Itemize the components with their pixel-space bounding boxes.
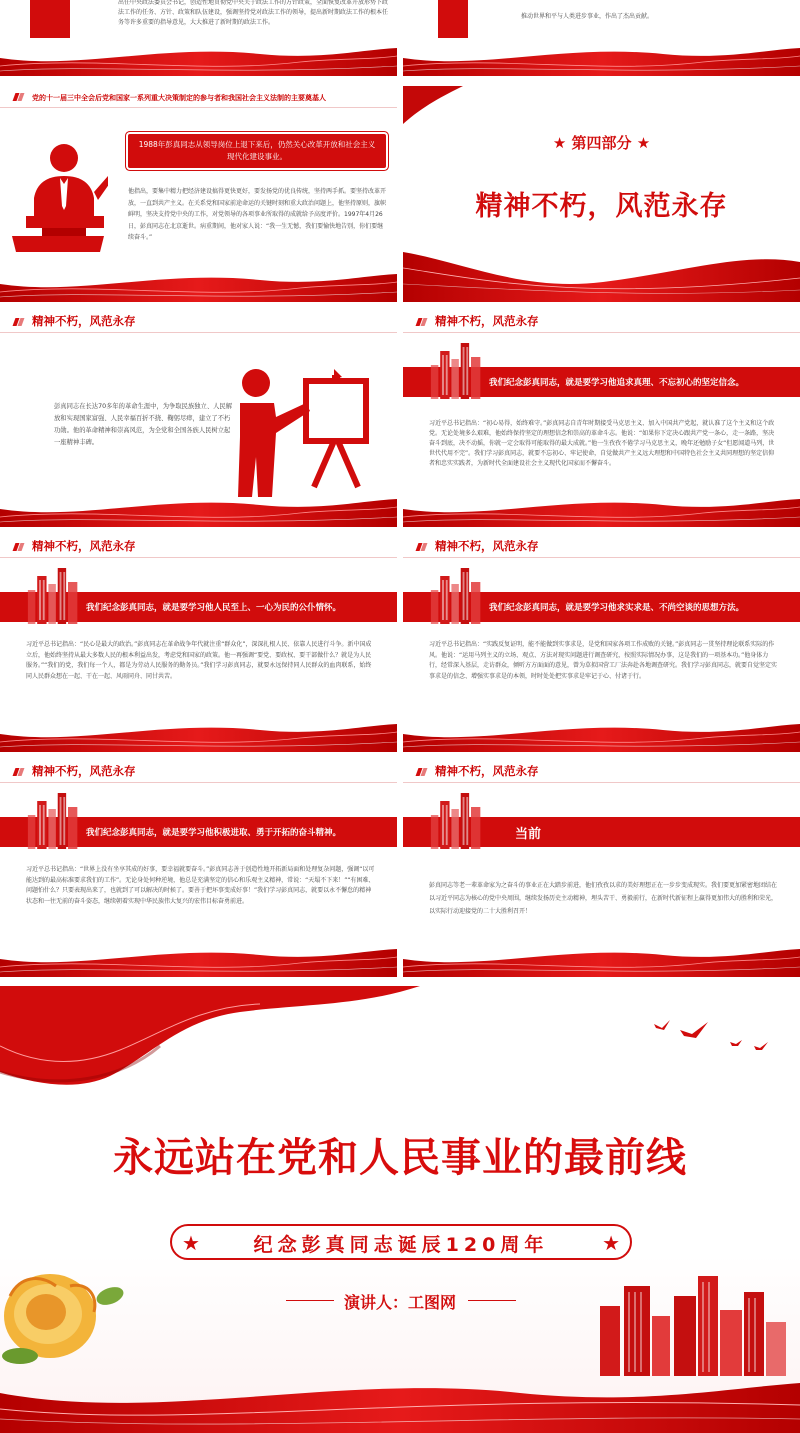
- header-mark-icon: [14, 318, 24, 326]
- red-ribbon: [0, 712, 397, 752]
- header-mark-icon: [417, 318, 427, 326]
- red-ribbon: [0, 36, 397, 76]
- slide-3: [0, 86, 397, 302]
- section-title: 精神不朽，风范永存: [475, 191, 728, 222]
- red-ribbon: [403, 487, 800, 527]
- teacher-board-icon: [236, 367, 376, 497]
- slide-header-title: 精神不朽，风范永存: [435, 539, 539, 553]
- slide-header: [403, 761, 800, 783]
- header-mark-icon: [14, 93, 24, 101]
- slide-header-title: 精神不朽，风范永存: [435, 764, 539, 778]
- slide-header: [0, 761, 397, 783]
- slide-header-title: 精神不朽，风范永存: [32, 764, 136, 778]
- slide-6: [403, 311, 800, 527]
- slide-header-title: 精神不朽，风范永存: [32, 539, 136, 553]
- speaker-podium-icon: [8, 136, 108, 286]
- header-mark-icon: [417, 543, 427, 551]
- slide-5-text: 彭真同志在长达70多年的革命生涯中，为争取民族独立、人民解放和实现国家富强、人民幸福百折不挠、鞠躬尽瘁，建立了不朽功勋。他的革命精神和崇高风范，为全党和全国各族人民树立起一座精神丰碑。: [54, 403, 233, 446]
- slide-8-text: 习近平总书记指出：“实践反复证明，能不能做到实事求是，是党和国家各项工作成败的关键。”彭真同志一贯坚持理论联系实际的作风。他说：“运用马列主义的立场、观点、方法对现实问题进行调查研究，按照实际情况办事，这是我们的一项基本功。”他身体力行，经常深入基层，走访群众，倾听方方面面的意见，曾为草拟国营工厂法奔赴各地调查研究。我们学习彭真同志，就要自觉坚定实事求是的信念、增强实事求是的本领，时时处处把实事求是牢记于心、付诸于行。: [429, 641, 778, 680]
- slide-3-text: 他指出，要集中精力把经济建设搞得更快更好，要发扬党的优良传统，坚持两手抓。要坚持改革开放，一直到共产主义。在关系党和国家前途命运的关键时刻和重大政治问题上，他坚持原则，旗帜鲜明，坚决支持党中央的工作，对党领导的各项事业所取得的成就给予高度评价。1997年4月26日，彭真同志在北京逝世。病重期间，他对家人说：“我一生无憾，我们要愉快地告别，你们要继续奋斗。”: [128, 188, 387, 241]
- slide-9-text: 习近平总书记指出：“世界上没有坐享其成的好事，要幸福就要奋斗。”彭真同志善于创造性地开拓新局面和处理复杂问题，强调“以可能达到的最高标准要求我们的工作”。无论身处何种逆境，他总是充满坚定的信心和乐观主义精神，常说：“天塌不下来！”“有困难、问题怕什么？只要表现出来了，也就到了可以解决的时候了。要善于把坏事变成好事！”我们学习彭真同志，就要以永不懈怠的精神状态和一往无前的奋斗姿态，继续朝着实现中华民族伟大复兴的宏伟目标奋勇前进。: [26, 866, 375, 905]
- slide-7-text: 习近平总书记指出：“民心是最大的政治。”彭真同志在革命战争年代就注重“群众化”，深深扎根人民、依靠人民进行斗争。新中国成立后，他始终坚持从最大多数人民的根本利益出发，考虑党和国家的政策。他一再强调“要党、要政权、要干部做什么？就是为人民服务。”“我们的党，我们每一个人，都是为劳动人民服务的勤务员。”我们学习彭真同志，就要永远保持同人民群众的血肉联系，始终同人民群众想在一起、干在一起、风雨同舟、同甘共苦。: [26, 641, 372, 680]
- slide-header: [403, 311, 800, 333]
- slide-header: [0, 536, 397, 558]
- subtitle-capsule: [170, 1224, 632, 1260]
- slide-4: [403, 86, 800, 302]
- banner-text: 我们纪念彭真同志，就是要学习他积极进取、勇于开拓的奋斗精神。: [86, 828, 342, 838]
- speaker-label: 演讲人：工图网: [343, 1293, 456, 1312]
- city-skyline-icon: [429, 564, 485, 624]
- red-wave-ribbon: [403, 232, 800, 302]
- slide-7: [0, 536, 397, 752]
- ending-subtitle: 纪念彭真同志诞辰120周年: [253, 1234, 549, 1256]
- slide-header-title: 精神不朽，风范永存: [435, 314, 539, 328]
- slide-2-text: 推动世界和平与人类进步事业，作出了杰出贡献。: [521, 13, 654, 20]
- banner-text: 当前: [515, 827, 542, 842]
- part-label: ★ 第四部分 ★: [552, 134, 651, 152]
- slide-header: [0, 86, 397, 108]
- header-mark-icon: [14, 768, 24, 776]
- podium-figure: [413, 0, 493, 40]
- slide-8: [403, 536, 800, 752]
- city-skyline-icon: [429, 339, 485, 399]
- highlight-box: [128, 134, 386, 168]
- slide-header: [0, 311, 397, 333]
- red-ribbon: [403, 712, 800, 752]
- red-wave-ribbon: [0, 1353, 800, 1433]
- star-icon: ★: [182, 1231, 200, 1255]
- slide-10-text: 彭真同志等老一辈革命家为之奋斗的事业正在大踏步前进，他们孜孜以求的美好理想正在一步步变成现实。我们要更加紧密地团结在以习近平同志为核心的党中央周围，继续发扬历史主动精神，埋头苦干、勇毅前行，在新时代新征程上赢得更加伟大的胜利和荣光，以实际行动迎接党的二十大胜利召开！: [429, 882, 778, 915]
- slide-header: [403, 536, 800, 558]
- slide-1: [0, 0, 397, 76]
- slide-5: [0, 311, 397, 527]
- slide-2: [403, 0, 800, 76]
- red-ribbon: [0, 937, 397, 977]
- city-skyline-icon: [429, 789, 485, 849]
- flying-birds-icon: [650, 1016, 780, 1056]
- ending-title: 永远站在党和人民事业的最前线: [113, 1135, 687, 1181]
- red-ribbon: [403, 937, 800, 977]
- slide-header-title: 党的十一届三中全会后党和国家一系列重大决策制定的参与者和我国社会主义法制的主要奠基人: [32, 94, 326, 102]
- red-ribbon: [403, 36, 800, 76]
- slide-6-text: 习近平总书记指出：“初心易得，始终难守。”彭真同志自青年时期接受马克思主义、加入中国共产党起，就认准了这个主义和这个政党。无论处境多么艰难，他始终保持坚定的理想信念和崇高的革命斗志。他说：“如果你下定决心跟共产党一条心，走一条路，坚决奋斗到底，决不动摇，你就一定会取得可能取得的最大成就。”他一生孜孜不倦学习马克思主义，晚年还勉励子女“但愿闻道马列，世世代代用不完”。我们学习彭真同志，就要不忘初心、牢记使命，自觉做共产主义远大理想和中国特色社会主义共同理想的坚定信仰者和忠实实践者，为新时代全面建设社会主义现代化国家而不懈奋斗。: [429, 420, 775, 467]
- city-skyline-icon: [26, 564, 82, 624]
- city-skyline-icon: [26, 789, 82, 849]
- header-mark-icon: [417, 768, 427, 776]
- banner-text: 我们纪念彭真同志，就是要学习他追求真理、不忘初心的坚定信念。: [489, 378, 745, 388]
- star-icon: ★: [602, 1231, 620, 1255]
- header-mark-icon: [14, 543, 24, 551]
- corner-flag-icon: [403, 86, 463, 126]
- slide-9: [0, 761, 397, 977]
- highlight-box-text: 1988年彭真同志从领导岗位上退下来后，仍然关心改革开放和社会主义现代化建设事业。: [138, 140, 376, 161]
- ending-slide: [0, 986, 800, 1433]
- slide-1-text: 出任中央政法委员会书记，创造性地贯彻党中央关于政法工作的方针政策，全面恢复改革开放形势下政法工作的任务、方针、政策和队伍建设，强调坚持党对政法工作的领导，提出新时期政法工作的根本任务等许多重要的指导意见，大大推进了新时期的政法工作。: [118, 0, 389, 26]
- slide-header-title: 精神不朽，风范永存: [32, 314, 136, 328]
- banner-text: 我们纪念彭真同志，就是要学习他求实求是、不尚空谈的思想方法。: [489, 603, 745, 613]
- banner-text: 我们纪念彭真同志，就是要学习他人民至上、一心为民的公仆情怀。: [86, 603, 342, 613]
- podium-figure: [0, 0, 90, 40]
- slide-10: [403, 761, 800, 977]
- red-flag-icon: [0, 986, 420, 1096]
